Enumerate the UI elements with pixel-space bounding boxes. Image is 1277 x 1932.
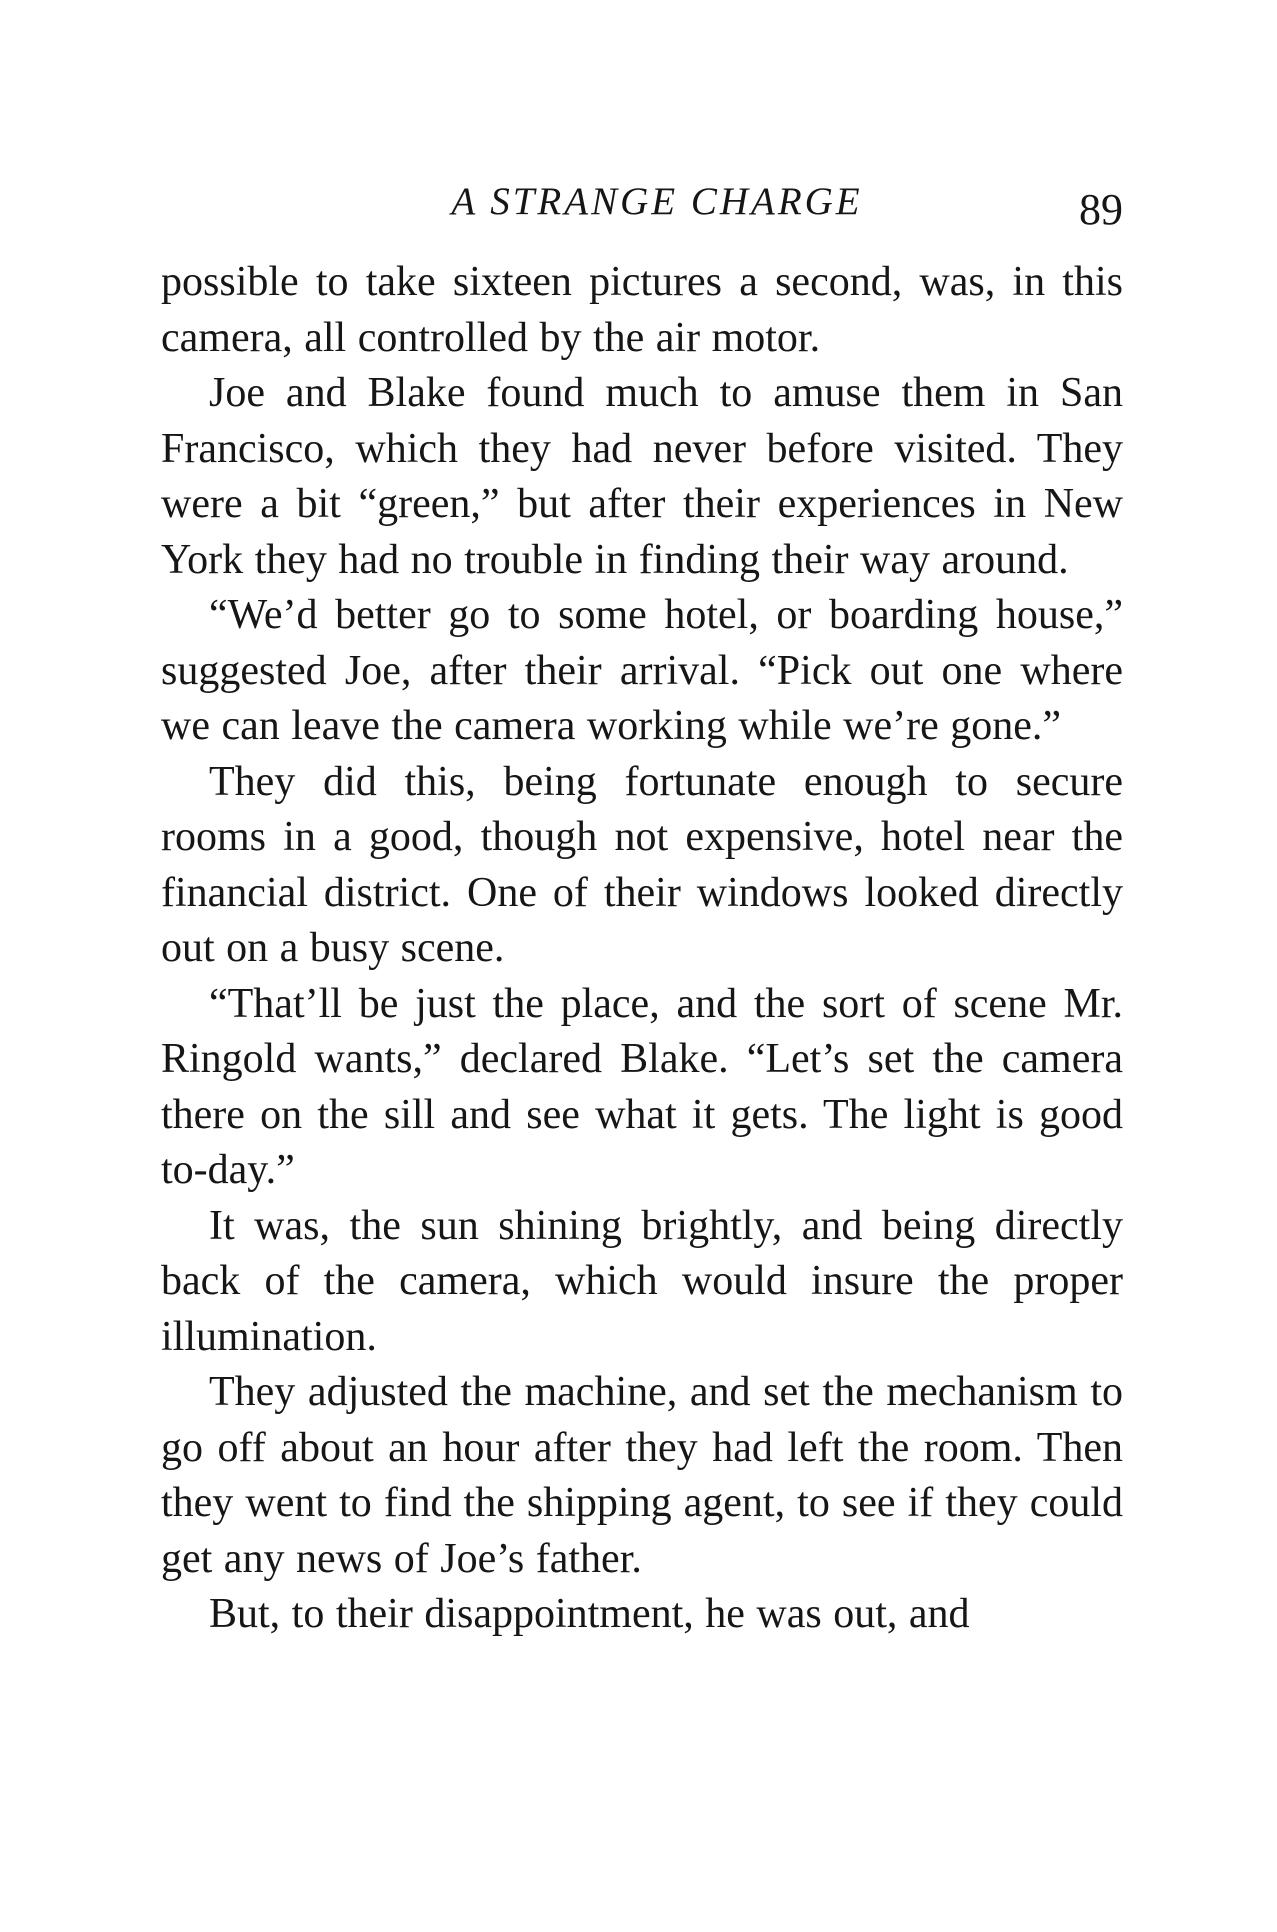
body-text [161,255,1123,1643]
paragraph: Joe and Blake found much to amuse them in San Francisco, which they had never before visited. They were a bit “green,” but after their experiences in New York they had no trouble in finding their way around. [161,370,1123,583]
paragraph: But, to their disappointment, he was out, and [209,1591,970,1637]
running-head [161,178,1123,238]
page-number: 89 [1079,185,1123,234]
paragraph: They adjusted the machine, and set the mechanism to go off about an hour after they had left the room. Then they went to find the shipping agent, to see if they could get any news of Joe’s father. [161,1369,1123,1582]
paragraph-continuation: possible to take sixteen pictures a second, was, in this camera, all controlled by the air motor. [161,259,1123,361]
running-title: A STRANGE CHARGE [451,180,863,223]
paragraph: “That’ll be just the place, and the sort of scene Mr. Ringold wants,” declared Blake. “Let’s set the camera there on the sill and see what it gets. The light is good to-day.” [161,980,1123,1193]
paragraph: They did this, being fortunate enough to secure rooms in a good, though not expensive, hotel near the financial district. One of their windows looked directly out on a busy scene. [161,758,1123,971]
paragraph: “We’d better go to some hotel, or boarding house,” suggested Joe, after their arrival. “Pick out one where we can leave the camera working while we’re gone.” [161,592,1123,749]
paragraph: It was, the sun shining brightly, and being directly back of the camera, which would insure the proper illumination. [161,1202,1123,1360]
